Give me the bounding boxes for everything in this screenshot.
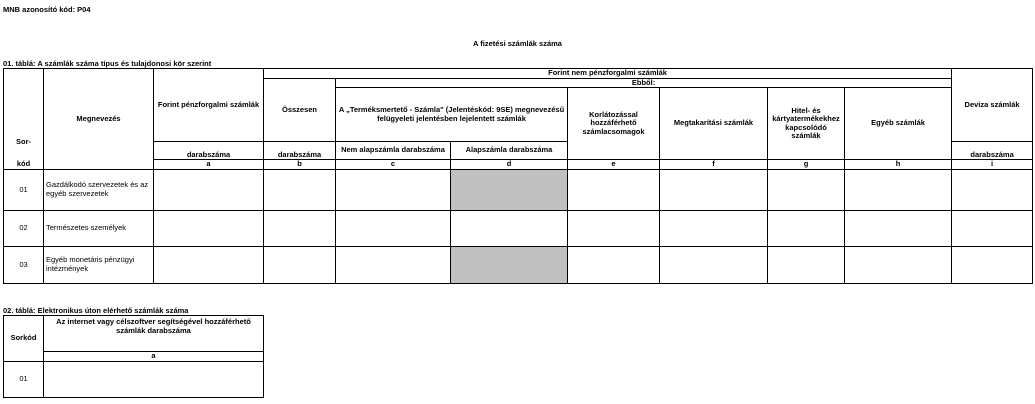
internet-accounts-header: Az internet vagy célszoftver segítségével hozzáférhető számlák darabszáma bbox=[44, 316, 264, 352]
cell-e[interactable] bbox=[568, 210, 660, 246]
col-g-header: Hitel- és kártyatermékekhez kapcsolódó számlák bbox=[768, 88, 845, 160]
cell-b[interactable] bbox=[264, 246, 336, 283]
cell-c[interactable] bbox=[336, 169, 451, 210]
row-name: Gazdálkodó szervezetek és az egyéb szervezetek bbox=[44, 169, 154, 210]
sor-header bbox=[4, 69, 44, 170]
col-cd-header: A „Terméksmertető - Számla" (Jelentéskód: 9SE) megnevezésű felügyeleti jelentésben lejelentett számlák bbox=[336, 88, 568, 142]
cell-d[interactable] bbox=[451, 210, 568, 246]
cell-g[interactable] bbox=[768, 246, 845, 283]
row-code: 01 bbox=[4, 169, 44, 210]
sub-c-header: Nem alapszámla darabszáma bbox=[336, 142, 451, 160]
accounts-table bbox=[3, 68, 1033, 284]
cell-g[interactable] bbox=[768, 210, 845, 246]
letter-a: a bbox=[44, 352, 264, 362]
col-f-header: Megtakarítási számlák bbox=[660, 88, 768, 160]
col-e-header: Korlátozással hozzáférhető számlacsomagok bbox=[568, 88, 660, 160]
table1-caption: 01. táblá: A számlák száma típus és tulajdonosi kör szerint bbox=[3, 59, 212, 68]
letter-c: c bbox=[336, 160, 451, 170]
sor-label: Sor- bbox=[16, 136, 31, 146]
row-name: Egyéb monetáris pénzügyi intézmények bbox=[44, 246, 154, 283]
col-h-header: Egyéb számlák bbox=[845, 88, 952, 160]
row-code: 03 bbox=[4, 246, 44, 283]
sub-d-header: Alapszámla darabszáma bbox=[451, 142, 568, 160]
cell-i[interactable] bbox=[952, 169, 1033, 210]
cell-f[interactable] bbox=[660, 246, 768, 283]
mnb-code: MNB azonosító kód: P04 bbox=[3, 5, 91, 14]
letter-a: a bbox=[154, 160, 264, 170]
letter-h: h bbox=[845, 160, 952, 170]
row-code: 02 bbox=[4, 210, 44, 246]
col-a-header: Forint pénzforgalmi számlák bbox=[154, 69, 264, 142]
table2-caption: 02. táblá: Elektronikus úton elérhető számlák száma bbox=[3, 306, 189, 315]
cell-i[interactable] bbox=[952, 246, 1033, 283]
sorkod-header: Sorkód bbox=[4, 316, 44, 362]
cell-c[interactable] bbox=[336, 246, 451, 283]
ebbol-header: Ebből: bbox=[336, 78, 952, 88]
table-row bbox=[4, 210, 1033, 246]
cell-f[interactable] bbox=[660, 210, 768, 246]
cell-i[interactable] bbox=[952, 210, 1033, 246]
table-row bbox=[4, 169, 1033, 210]
cell-h[interactable] bbox=[845, 169, 952, 210]
cell-d-shaded bbox=[451, 169, 568, 210]
cell-a[interactable] bbox=[154, 210, 264, 246]
cell-g[interactable] bbox=[768, 169, 845, 210]
cell-h[interactable] bbox=[845, 246, 952, 283]
table-row bbox=[4, 361, 264, 397]
cell-e[interactable] bbox=[568, 246, 660, 283]
cell-e[interactable] bbox=[568, 169, 660, 210]
letter-i: i bbox=[952, 160, 1033, 170]
letter-b: b bbox=[264, 160, 336, 170]
col-b-header: Összesen bbox=[264, 78, 336, 142]
cell-f[interactable] bbox=[660, 169, 768, 210]
unit-i: darabszáma bbox=[952, 142, 1033, 160]
letter-g: g bbox=[768, 160, 845, 170]
cell-c[interactable] bbox=[336, 210, 451, 246]
unit-a: darabszáma bbox=[154, 142, 264, 160]
letter-d: d bbox=[451, 160, 568, 170]
cell-a[interactable] bbox=[154, 246, 264, 283]
megnevezes-header: Megnevezés bbox=[44, 69, 154, 170]
page-title: A fizetési számlák száma bbox=[473, 39, 562, 48]
table-row bbox=[4, 246, 1033, 283]
cell-d-shaded bbox=[451, 246, 568, 283]
cell-b[interactable] bbox=[264, 169, 336, 210]
letter-e: e bbox=[568, 160, 660, 170]
row-name: Természetes személyek bbox=[44, 210, 154, 246]
unit-b: darabszáma bbox=[264, 142, 336, 160]
kod-label: kód bbox=[16, 159, 31, 169]
electronic-accounts-table bbox=[3, 315, 264, 398]
cell-a[interactable] bbox=[154, 169, 264, 210]
row-code: 01 bbox=[4, 361, 44, 397]
cell-h[interactable] bbox=[845, 210, 952, 246]
col-i-header: Deviza számlák bbox=[952, 69, 1033, 142]
cell-a[interactable] bbox=[44, 361, 264, 397]
group-header: Forint nem pénzforgalmi számlák bbox=[264, 69, 952, 79]
letter-f: f bbox=[660, 160, 768, 170]
cell-b[interactable] bbox=[264, 210, 336, 246]
